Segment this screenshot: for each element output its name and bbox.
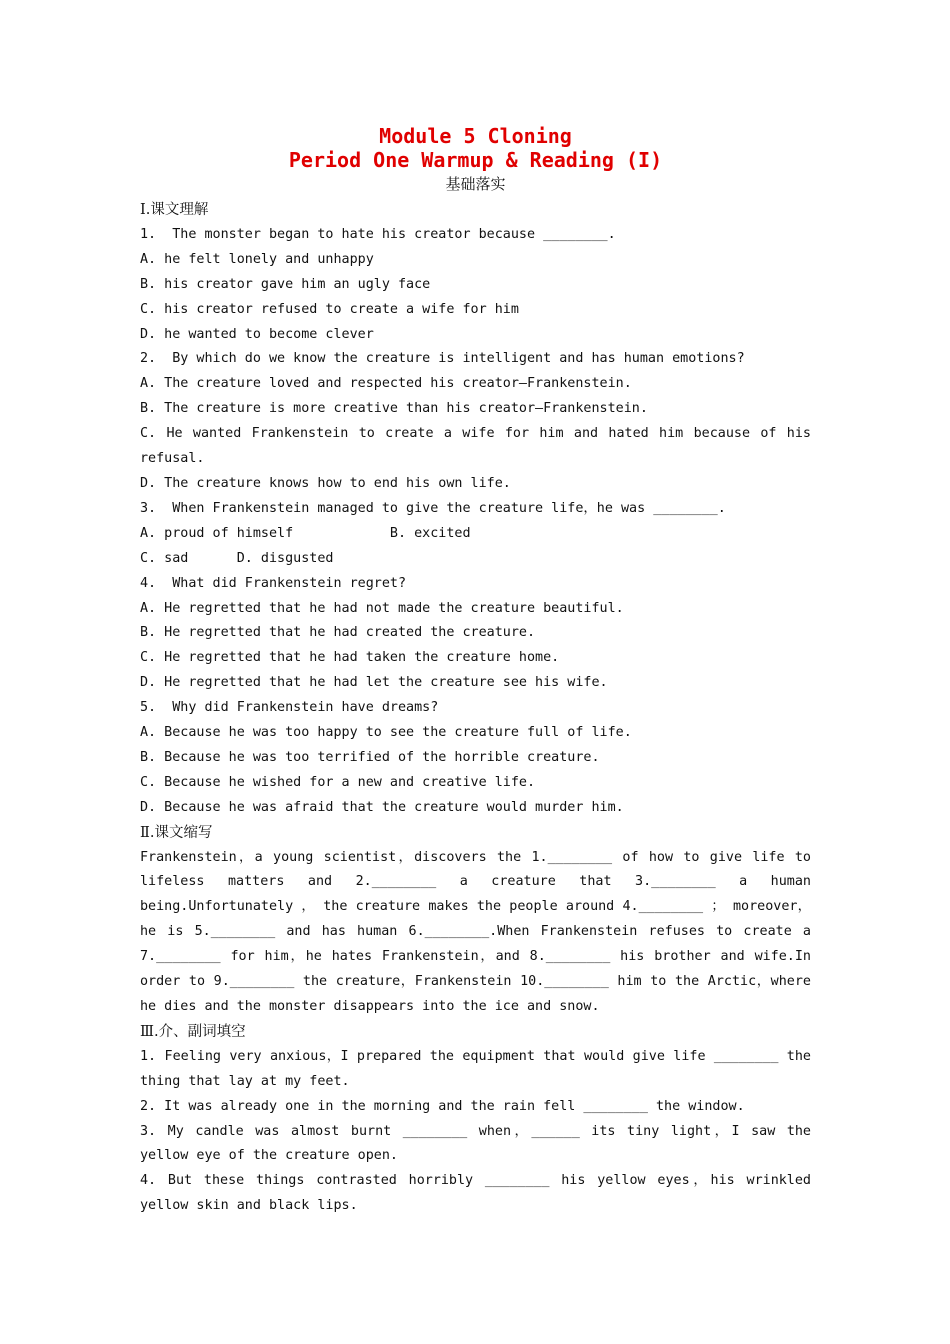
q1-option-a: A. he felt lonely and unhappy [140, 251, 374, 267]
q4-option-d: D. He regretted that he had let the creature see his wife. [140, 675, 608, 691]
section3-heading: Ⅲ.介、副词填空 [140, 1023, 246, 1040]
period-title: Period One Warmup & Reading (I) [288, 148, 663, 172]
q4-option-c: C. He regretted that he had taken the creature home. [140, 650, 560, 666]
q5-option-b: B. Because he was too terrified of the horrible creature. [140, 749, 600, 765]
q3-options-ab: A. proud of himself B. excited [140, 525, 471, 541]
q2-option-b: B. The creature is more creative than his creator—Frankenstein. [140, 401, 648, 417]
q1-option-c: C. his creator refused to create a wife for him [140, 301, 519, 317]
fill-q2: 2. It was already one in the morning and the rain fell ________ the window. [140, 1098, 745, 1114]
q3-stem: 3. When Frankenstein managed to give the creature life，he was ________. [140, 500, 726, 516]
q2-option-a: A. The creature loved and respected his creator—Frankenstein. [140, 376, 632, 392]
q4-stem: 4. What did Frankenstein regret? [140, 575, 407, 591]
q2-stem: 2. By which do we know the creature is intelligent and has human emotions? [140, 351, 745, 367]
q5-option-c: C. Because he wished for a new and creative life. [140, 774, 536, 790]
section1-heading: Ⅰ.课文理解 [140, 202, 209, 218]
section2-heading: Ⅱ.课文缩写 [140, 824, 213, 841]
q4-option-b: B. He regretted that he had created the creature. [140, 625, 536, 641]
fill-q3: 3. My candle was almost burnt ________ when，______ its tiny light，I saw the yellow eye of the creature open. [140, 1123, 811, 1164]
fill-q1: 1. Feeling very anxious，I prepared the equipment that would give life ________ the thing that lay at my feet. [140, 1048, 811, 1089]
summary-paragraph: Frankenstein，a young scientist，discovers the 1.________ of how to give life to lifeless matters and 2.________ a creature that 3.________ a human being.Unfortunately ， the creature makes the people around 4.________ ； moreover，he is 5.________ and has human 6.________.When Frankenstein refuses to create a 7.________ for him，he hates Frankenstein，and 8.________ his brother and wife.In order to 9.________ the creature，Frankenstein 10.________ him to the Arctic，where he dies and the monster disappears into the ice and snow. [140, 849, 811, 1014]
module-title: Module 5 Cloning [379, 124, 572, 148]
q2-option-c: C. He wanted Frankenstein to create a wife for him and hated him because of his refusal. [140, 426, 811, 467]
subtitle: 基础落实 [445, 175, 506, 193]
q1-option-b: B. his creator gave him an ugly face [140, 276, 431, 292]
fill-q4: 4. But these things contrasted horribly ________ his yellow eyes，his wrinkled yellow skin and black lips. [140, 1173, 811, 1214]
q5-stem: 5. Why did Frankenstein have dreams? [140, 700, 439, 716]
q4-option-a: A. He regretted that he had not made the creature beautiful. [140, 600, 624, 616]
q1-stem: 1. The monster began to hate his creator because ________. [140, 226, 616, 242]
q3-options-cd: C. sad D. disgusted [140, 550, 334, 566]
q2-option-d: D. The creature knows how to end his own life. [140, 475, 511, 491]
q5-option-d: D. Because he was afraid that the creature would murder him. [140, 799, 624, 815]
q1-option-d: D. he wanted to become clever [140, 326, 374, 342]
q5-option-a: A. Because he was too happy to see the creature full of life. [140, 725, 632, 741]
document-page [140, 124, 811, 1219]
